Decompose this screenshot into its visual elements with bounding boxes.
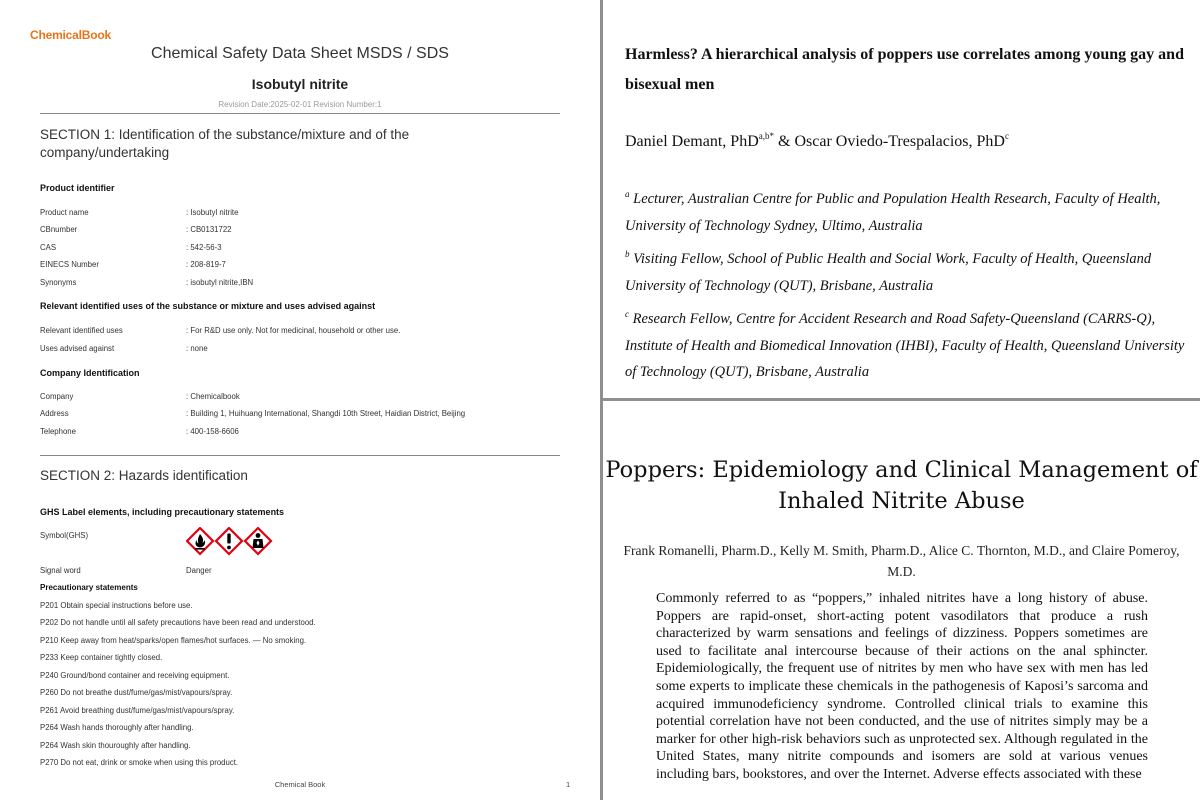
affiliation-mark: c xyxy=(625,309,629,319)
field-label: Uses advised against xyxy=(40,344,115,353)
sds-page-number: 1 xyxy=(566,780,571,789)
chemicalbook-logo: ChemicalBook xyxy=(30,28,111,42)
precautionary-statement: P270 Do not eat, drink or smoke when using this product. xyxy=(40,758,239,767)
field-label: CBnumber xyxy=(40,225,78,234)
affiliation-mark: a xyxy=(625,189,630,199)
affiliation-c xyxy=(625,306,1197,386)
field-label: Product name xyxy=(40,208,89,217)
author-name: Daniel Demant, PhD xyxy=(625,133,759,150)
section-divider xyxy=(40,113,560,114)
affiliation-text: Lecturer, Australian Centre for Public and Population Health Research, Faculty of Health, University of Technology Sydney, Ultimo, Australia xyxy=(625,191,1161,234)
section-2-heading: SECTION 2: Hazards identification xyxy=(40,468,248,483)
field-value: : 208-819-7 xyxy=(186,260,226,269)
product-identifier-heading: Product identifier xyxy=(40,183,115,193)
ghs-label-heading: GHS Label elements, including precautionary statements xyxy=(40,507,285,517)
sds-revision-info: Revision Date:2025-02-01 Revision Number:1 xyxy=(218,100,382,109)
relevant-uses-heading: Relevant identified uses of the substance or mixture and uses advised against xyxy=(40,301,376,311)
field-value: : 400-158-6606 xyxy=(186,427,239,436)
affiliation-b xyxy=(625,246,1197,299)
field-label: Address xyxy=(40,409,69,418)
signal-word-value: Danger xyxy=(186,566,212,575)
precautionary-statement: P202 Do not handle until all safety precautions have been read and understood. xyxy=(40,618,316,627)
field-label: Synonyms xyxy=(40,278,77,287)
precautionary-statement: P201 Obtain special instructions before use. xyxy=(40,601,193,610)
field-label: CAS xyxy=(40,243,57,252)
field-label: Relevant identified uses xyxy=(40,326,123,335)
paper-1-authors xyxy=(625,133,1009,151)
paper-2-abstract: Commonly referred to as “poppers,” inhaled nitrites have a long history of abuse. Poppers are rapid-onset, short-acting potent vasodilators that produce a rush characterized by warm sensations and feelings of dizziness. Poppers sometimes are used to facilitate anal intercourse because of their actions on the anal sphincter. Epidemiologically, the frequent use of nitrites by men who have sex with men has led some experts to implicate these chemicals in the pathogenesis of Kaposi’s sarcoma and acquired immunodeficiency syndrome. Controlled clinical trials to examine this potential correlation have not been conducted, and the use of nitrites simply may be a marker for other high-risk behaviors such as unprotected sex. Although regulated in the United States, many nitrite compounds and isomers are sold at various venues including bars, bookstores, and over the Internet. Adverse effects associated with these xyxy=(656,591,1148,782)
ghs-pictograms xyxy=(186,527,274,557)
field-value: : Building 1, Huihuang International, Shangdi 10th Street, Haidian District, Beijing xyxy=(186,409,466,418)
field-value: : CB0131722 xyxy=(186,225,232,234)
precautionary-statement: P264 Wash skin thouroughly after handling. xyxy=(40,741,191,750)
paper-2-title: Poppers: Epidemiology and Clinical Management of Inhaled Nitrite Abuse xyxy=(605,457,1198,514)
author-affiliation-mark: c xyxy=(1004,131,1009,141)
affiliation-a xyxy=(625,186,1197,239)
sds-footer: Chemical Book xyxy=(274,780,326,789)
field-label: EINECS Number xyxy=(40,260,99,269)
sds-product-name: Isobutyl nitrite xyxy=(251,76,349,92)
exclamation-pictogram-icon xyxy=(216,528,242,554)
paper-1-title-page xyxy=(603,0,1200,398)
precautionary-statement: P240 Ground/bond container and receiving equipment. xyxy=(40,671,230,680)
affiliation-text: Research Fellow, Centre for Accident Research and Road Safety-Queensland (CARRS-Q), Institute of Health and Biomedical Innovation (IHBI), Faculty of Health, Queensland University of Technology (QUT), Brisbane, Australia xyxy=(625,311,1185,380)
field-value: : Isobutyl nitrite xyxy=(186,208,239,217)
precautionary-statement: P261 Avoid breathing dust/fume/gas/mist/vapours/spray. xyxy=(40,706,235,715)
field-value: : none xyxy=(186,344,208,353)
paper-2-title-page xyxy=(603,401,1200,800)
affiliation-mark: b xyxy=(625,249,630,259)
signal-word-label: Signal word xyxy=(40,566,81,575)
author-name: Oscar Oviedo-Trespalacios, PhD xyxy=(794,133,1005,150)
field-value: : For R&D use only. Not for medicinal, household or other use. xyxy=(186,326,401,335)
field-label: Company xyxy=(40,392,74,401)
symbol-label: Symbol(GHS) xyxy=(40,531,89,540)
precautionary-statement: P264 Wash hands thoroughly after handling. xyxy=(40,723,194,732)
sds-document-title: Chemical Safety Data Sheet MSDS / SDS xyxy=(151,45,449,62)
field-value: : Chemicalbook xyxy=(186,392,240,401)
paper-2-authors: Frank Romanelli, Pharm.D., Kelly M. Smith, Pharm.D., Alice C. Thornton, M.D., and Claire Pomeroy, M.D. xyxy=(623,543,1180,579)
affiliation-text: Visiting Fellow, School of Public Health and Social Work, Faculty of Health, Queensland University of Technology (QUT), Brisbane, Australia xyxy=(625,251,1152,294)
field-value: : isobutyl nitrite,IBN xyxy=(186,278,254,287)
paper-1-title: Harmless? A hierarchical analysis of poppers use correlates among young gay and bisexual men xyxy=(625,46,1184,93)
author-joiner: & xyxy=(774,133,795,150)
precautionary-heading: Precautionary statements xyxy=(40,583,138,592)
flame-pictogram-icon xyxy=(187,528,213,554)
author-affiliation-mark: a,b* xyxy=(758,131,774,141)
section-1-heading: SECTION 1: Identification of the substance/mixture and of the company/undertaking xyxy=(40,127,410,160)
section-divider xyxy=(40,455,560,456)
health-hazard-pictogram-icon xyxy=(245,528,271,554)
field-label: Telephone xyxy=(40,427,76,436)
precautionary-statement: P260 Do not breathe dust/fume/gas/mist/vapours/spray. xyxy=(40,688,233,697)
company-identification-heading: Company Identification xyxy=(40,368,140,378)
precautionary-statement: P210 Keep away from heat/sparks/open flames/hot surfaces. — No smoking. xyxy=(40,636,307,645)
precautionary-statement: P233 Keep container tightly closed. xyxy=(40,653,163,662)
field-value: : 542-56-3 xyxy=(186,243,222,252)
